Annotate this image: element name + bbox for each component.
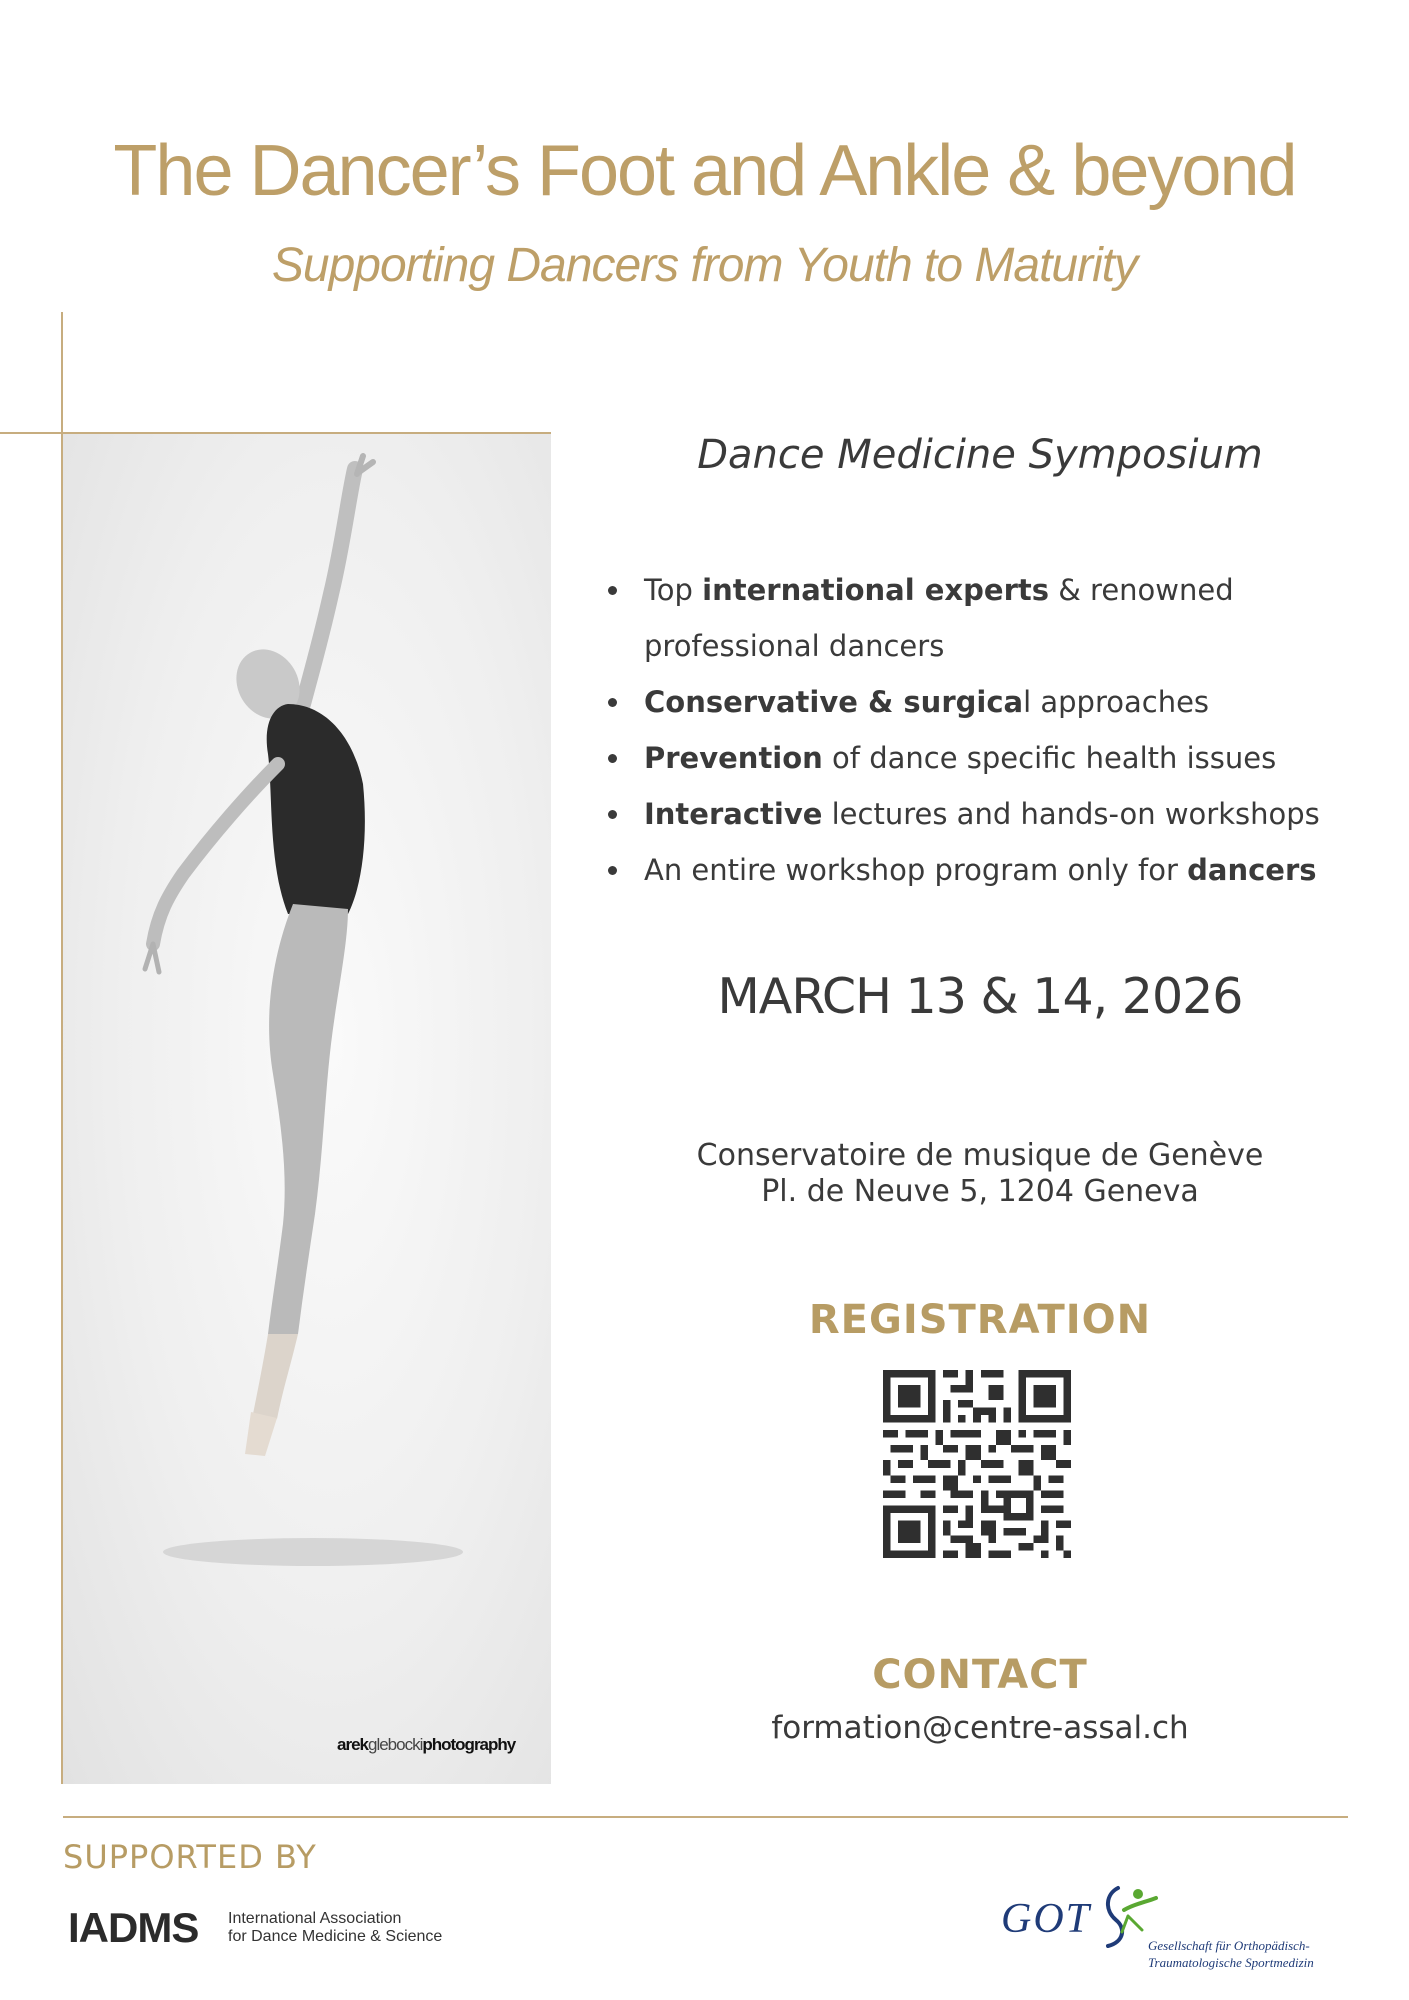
list-item-emphasis: international experts: [702, 573, 1049, 607]
iadms-name: [228, 1910, 442, 1946]
event-venue: [600, 1138, 1360, 1210]
event-date: MARCH 13 & 14, 2026: [717, 968, 1243, 1025]
photo-credit-part: arek: [337, 1735, 368, 1754]
list-item: [600, 842, 1380, 898]
feature-list: [600, 562, 1380, 898]
event-name: Dance Medicine Symposium: [697, 432, 1263, 478]
list-item: [600, 730, 1380, 786]
contact-email-link[interactable]: formation@centre-assal.ch: [771, 1710, 1189, 1746]
list-item-emphasis: Conservative & surgica: [644, 685, 1024, 719]
list-item: [600, 674, 1380, 730]
venue-name: Conservatoire de musique de Genève: [696, 1138, 1264, 1173]
registration-qr-code[interactable]: [883, 1370, 1071, 1558]
contact-heading: CONTACT: [872, 1652, 1088, 1698]
list-item-text: l approaches: [1023, 685, 1210, 719]
gots-name-line: Traumatologische Sportmedizin: [1148, 1955, 1314, 1970]
list-item-text: lectures and hands-on workshops: [822, 797, 1320, 831]
list-item: [600, 562, 1380, 674]
gots-name: [1148, 1937, 1314, 1971]
gots-logo: GOT: [1001, 1896, 1092, 1942]
footer-divider: [63, 1816, 1348, 1818]
list-item-text: Top: [644, 573, 703, 607]
venue-address: Pl. de Neuve 5, 1204 Geneva: [761, 1174, 1199, 1209]
list-item-text: An entire workshop program only for: [644, 853, 1188, 887]
page-title: The Dancer’s Foot and Ankle & beyond: [113, 131, 1296, 211]
list-item: [600, 786, 1380, 842]
iadms-name-line: International Association: [228, 1910, 402, 1927]
page-subtitle: Supporting Dancers from Youth to Maturity: [271, 239, 1138, 292]
dancer-silhouette: [63, 434, 551, 1784]
iadms-logo: IADMS: [68, 1904, 199, 1951]
iadms-name-line: for Dance Medicine & Science: [228, 1928, 443, 1945]
supported-by-label: SUPPORTED BY: [63, 1838, 317, 1876]
list-item-emphasis: Interactive: [644, 797, 823, 831]
photo-credit-part: glebocki: [367, 1735, 423, 1754]
photo-credit-part: photography: [422, 1735, 516, 1754]
registration-heading: REGISTRATION: [808, 1297, 1152, 1343]
list-item-text: of dance specific health issues: [822, 741, 1277, 775]
gots-name-line: Gesellschaft für Orthopädisch-: [1148, 1938, 1310, 1953]
list-item-emphasis: dancers: [1187, 853, 1317, 887]
list-item-text: & renowned professional dancers: [644, 573, 1234, 663]
photo-credit: [337, 1735, 515, 1755]
list-item-emphasis: Prevention: [644, 741, 823, 775]
qr-modules: [883, 1370, 1071, 1558]
dancer-photo: [63, 434, 551, 1784]
